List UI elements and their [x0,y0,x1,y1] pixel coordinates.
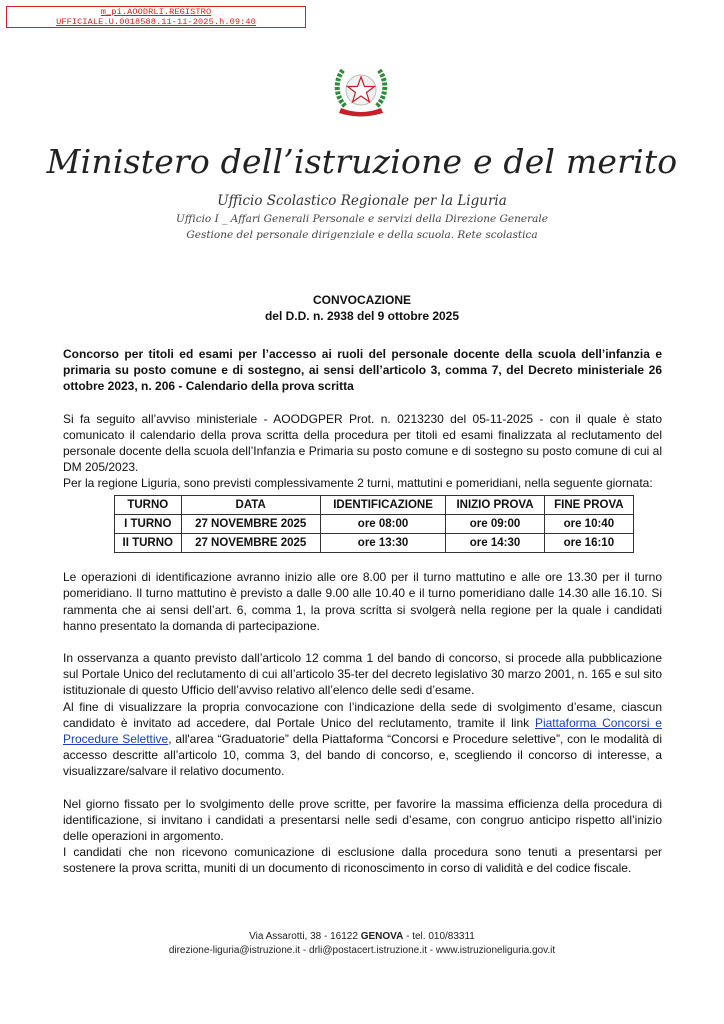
address-text: Via Assarotti, 38 - 16122 [249,931,361,942]
piattaforma-concorsi-link[interactable]: Piattaforma Concorsi e Procedure Selettive [63,715,662,747]
footer-address [0,930,724,944]
cell: 27 NOVEMBRE 2025 [181,534,320,553]
ministry-name: Ministero dell’istruzione e del merito [46,142,678,181]
paragraph-5 [63,699,662,780]
cell: II TURNO [115,534,182,553]
paragraph-2: Per la regione Liguria, sono previsti complessivamente 2 turni, mattutini e pomeridiani, nella seguente giornata: [63,476,653,491]
table-header-row [115,495,634,514]
header-data: DATA [181,495,320,514]
cell: ore 14:30 [446,534,544,553]
stamp-line-2: UFFICIALE.U.0018588.11-11-2025.h.09:40 [56,17,256,27]
header-inizio-prova: INIZIO PROVA [446,495,544,514]
italian-emblem-icon [333,62,389,120]
title-line-1: CONVOCAZIONE [312,293,411,307]
cell: 27 NOVEMBRE 2025 [181,514,320,533]
document-body [63,346,662,877]
schedule-table [114,495,634,554]
phone-text: - tel. 010/83311 [403,931,475,942]
protocol-stamp [6,6,306,28]
footer-contacts: direzione-liguria@istruzione.it - drli@postacert.istruzione.it - www.istruzioneliguria.gov.it [168,945,556,956]
city: GENOVA [360,931,404,942]
cell: ore 10:40 [544,514,633,533]
paragraph-7: I candidati che non ricevono comunicazione di esclusione dalla procedura sono tenuti a presentarsi per sostenere la prova scritta, muniti di un documento di riconoscimento in corso di validità e del codice fiscale. [63,845,662,876]
header-fine-prova: FINE PROVA [544,495,633,514]
paragraph-6: Nel giorno fissato per lo svolgimento delle prove scritte, per favorire la massima efficienza della procedura di identificazione, si invitano i candidati a presentarsi nelle sedi d’esame, con congruo anticipo rispetto all’inizio delle operazioni in argomento. [63,796,662,844]
title-line-2: del D.D. n. 2938 del 9 ottobre 2025 [264,309,460,323]
paragraph-1: Si fa seguito all’avviso ministeriale - AOODGPER Prot. n. 0213230 del 05-11-2025 - con il quale è stato comunicato il calendario della prova scritta della procedura per titoli ed esami finalizzata al reclutamento del personale docente della scuola dell’Infanzia e Primaria su posto comune e di sostegno su posto comune di cui al DM 205/2023. [63,411,662,475]
document-title [0,292,724,324]
table-row [115,534,634,553]
cell: ore 09:00 [446,514,544,533]
cell: ore 16:10 [544,534,633,553]
table-row [115,514,634,533]
header-identificazione: IDENTIFICAZIONE [320,495,445,514]
office-section: Gestione del personale dirigenziale e della scuola. Rete scolastica [186,229,538,241]
paragraph-5-text-b: , all'area “Graduatorie” della Piattaforma “Concorsi e Procedure selettive”, con le modalità di accesso descritte all’articolo 10, comma 3, del bando di concorso, e, scegliendo il concorso di interesse, a visualizzare/salvare il relativo documento. [63,732,662,779]
paragraph-3: Le operazioni di identificazione avranno inizio alle ore 8.00 per il turno mattutino e alle ore 13.30 per il turno pomeridiano. Il turno mattutino è previsto a dalle 9.00 alle 10.40 e il turno pomeridiano dalle 14.30 alle 16.10. Si rammenta che ai sensi dell’art. 6, comma 1, la prova scritta si svolgerà nella regione per la quale i candidati hanno presentato la domanda di partecipazione. [63,570,662,633]
paragraph-5-text-a: Al fine di visualizzare la propria convocazione con l’indicazione della sede di svolgimento d’esame, ciascun candidato è invitato ad accedere, dal Portale Unico del reclutamento, tramite il link [63,699,662,730]
footer [0,930,724,958]
office-unit: Ufficio I _ Affari Generali Personale e servizi della Direzione Generale [176,213,548,225]
header-turno: TURNO [115,495,182,514]
cell: ore 13:30 [320,534,445,553]
cell: I TURNO [115,514,182,533]
cell: ore 08:00 [320,514,445,533]
regional-office: Ufficio Scolastico Regionale per la Liguria [217,193,507,209]
stamp-line-1: m_pi.AOODRLI.REGISTRO [100,7,212,17]
subject: Concorso per titoli ed esami per l’accesso ai ruoli del personale docente della scuola dell’infanzia e primaria su posto comune e di sostegno, ai sensi dell’articolo 3, comma 7, del Decreto ministeriale 26 ottobre 2023, n. 206 - Calendario della prova scritta [63,347,662,394]
paragraph-4: In osservanza a quanto previsto dall’articolo 12 comma 1 del bando di concorso, si procede alla pubblicazione sul Portale Unico del reclutamento di cui all’articolo 35-ter del decreto legislativo 30 marzo 2001, n. 165 e sul sito istituzionale di questo Ufficio dell’avviso relativo all’elenco delle sedi d’esame. [63,651,662,698]
